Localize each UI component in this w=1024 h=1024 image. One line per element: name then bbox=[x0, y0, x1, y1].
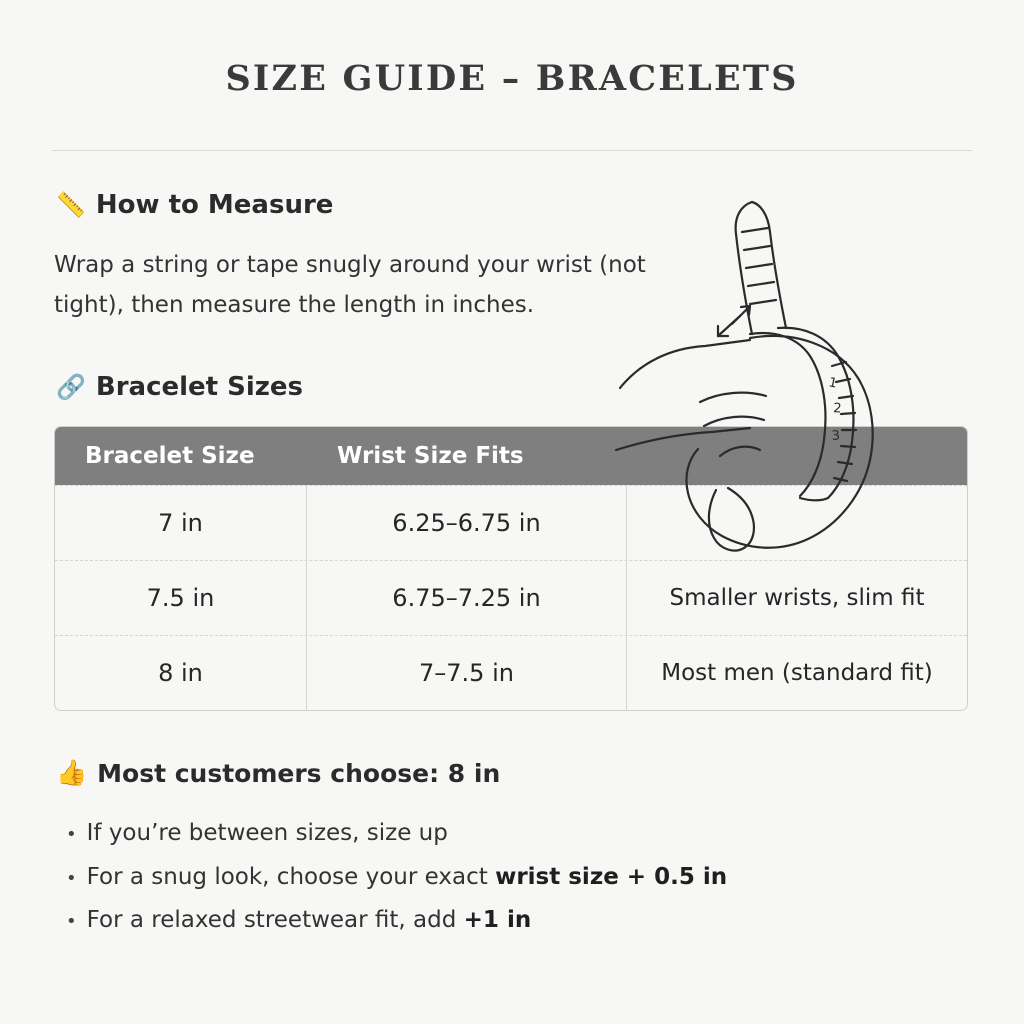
cell-bracelet-size: 7 in bbox=[55, 486, 307, 560]
ruler-icon: 📏 bbox=[56, 191, 86, 219]
cell-wrist-size: 7–7.5 in bbox=[307, 636, 627, 710]
measure-instructions: Wrap a string or tape snugly around your wrist (not tight), then measure the length in inches. bbox=[54, 252, 646, 318]
cell-wrist-size: 6.75–7.25 in bbox=[307, 561, 627, 635]
cell-wrist-size: 6.25–6.75 in bbox=[307, 486, 627, 560]
bullet-icon: • bbox=[66, 911, 77, 933]
list-item bbox=[66, 812, 966, 856]
title-divider bbox=[52, 150, 972, 151]
cell-bracelet-size: 8 in bbox=[55, 636, 307, 710]
most-customers-choose bbox=[56, 758, 500, 788]
section-heading-bracelet-sizes bbox=[56, 372, 303, 402]
cell-bracelet-size: 7.5 in bbox=[55, 561, 307, 635]
hand-with-measuring-tape-illustration bbox=[600, 188, 1000, 588]
tape-mark-3: 3 bbox=[831, 428, 841, 444]
column-header-bracelet-size: Bracelet Size bbox=[85, 443, 255, 469]
tip-text: For a snug look, choose your exact bbox=[86, 863, 496, 890]
tape-mark-2: 2 bbox=[832, 401, 843, 417]
column-header-wrist-size: Wrist Size Fits bbox=[337, 443, 524, 469]
cell-note: Most men (standard fit) bbox=[661, 660, 933, 686]
list-item bbox=[66, 899, 966, 943]
tip-text: If you’re between sizes, size up bbox=[86, 820, 448, 846]
list-item bbox=[66, 856, 966, 900]
section-heading-label: How to Measure bbox=[95, 190, 334, 220]
tip-text: For a relaxed streetwear fit, add bbox=[86, 907, 464, 934]
section-heading-label: Bracelet Sizes bbox=[95, 372, 304, 402]
link-icon: 🔗 bbox=[56, 373, 86, 401]
table-row bbox=[55, 635, 967, 710]
recommendation-label: Most customers choose: 8 in bbox=[97, 758, 501, 788]
fit-tips-list bbox=[66, 812, 966, 943]
thumbs-up-icon: 👍 bbox=[56, 758, 88, 787]
page-title: SIZE GUIDE – BRACELETS bbox=[225, 58, 799, 99]
cell-note: Smaller wrists, slim fit bbox=[669, 585, 925, 611]
bullet-icon: • bbox=[66, 867, 77, 889]
bullet-icon: • bbox=[66, 824, 77, 845]
tip-emphasis: wrist size + 0.5 in bbox=[495, 863, 728, 890]
tip-emphasis: +1 in bbox=[463, 907, 532, 934]
tape-mark-1: 1 bbox=[827, 375, 839, 392]
section-heading-how-to-measure bbox=[56, 190, 333, 220]
